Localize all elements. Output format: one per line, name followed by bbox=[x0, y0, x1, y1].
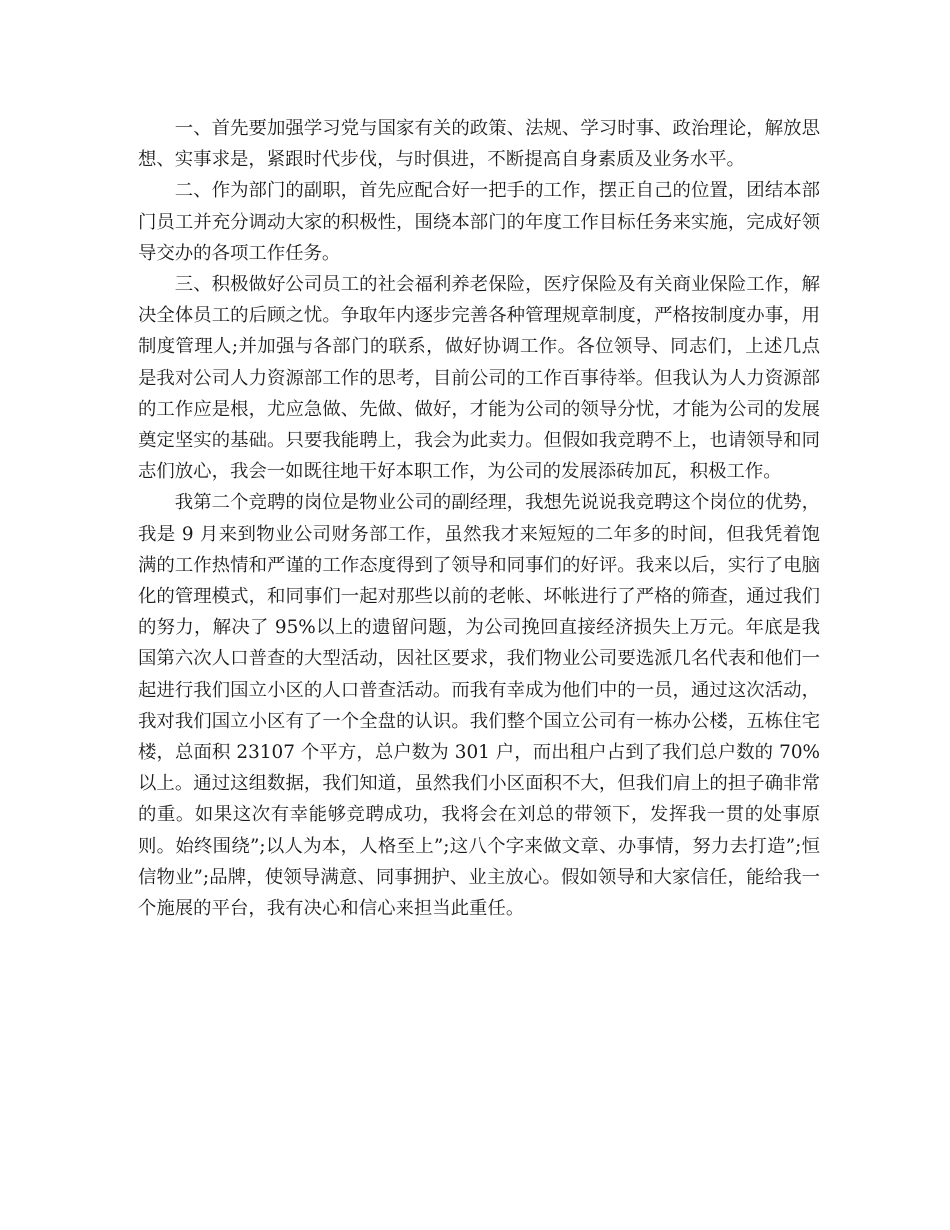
paragraph-3: 三、积极做好公司员工的社会福利养老保险，医疗保险及有关商业保险工作，解决全体员工的后顾之忧。争取年内逐步完善各种管理规章制度，严格按制度办事，用制度管理人;并加强与各部门的联系，做好协调工作。各位领导、同志们，上述几点是我对公司人力资源部工作的思考，目前公司的工作百事待举。但我认为人力资源部的工作应是根，尤应急做、先做、做好，才能为公司的领导分忧，才能为公司的发展奠定坚实的基础。只要我能聘上，我会为此卖力。但假如我竞聘不上，也请领导和同志们放心，我会一如既往地干好本职工作，为公司的发展添砖加瓦，积极工作。 bbox=[138, 274, 820, 483]
paragraph-4: 我第二个竞聘的岗位是物业公司的副经理，我想先说说我竞聘这个岗位的优势，我是 9 月来到物业公司财务部工作，虽然我才来短短的二年多的时间，但我凭着饱满的工作热情和严谨的工作态度得到了领导和同事们的好评。我来以后，实行了电脑化的管理模式，和同事们一起对那些以前的老帐、坏帐进行了严格的筛查，通过我们的努力，解决了 95%以上的遗留问题，为公司挽回直接经济损失上万元。年底是我国第六次人口普查的大型活动，因社区要求，我们物业公司要选派几名代表和他们一起进行我们国立小区的人口普查活动。而我有幸成为他们中的一员，通过这次活动，我对我们国立小区有了一个全盘的认识。我们整个国立公司有一栋办公楼，五栋住宅楼，总面积 23107 个平方，总户数为 301 户，而出租户占到了我们总户数的 70%以上。通过这组数据，我们知道，虽然我们小区面积不大，但我们肩上的担子确非常的重。如果这次有幸能够竞聘成功，我将会在刘总的带领下，发挥我一贯的处事原则。始终围绕”;以人为本，人格至上”;这八个字来做文章、办事情，努力去打造”;恒信物业”;品牌，使领导满意、同事拥护、业主放心。假如领导和大家信任，能给我一个施展的平台，我有决心和信心来担当此重任。 bbox=[138, 492, 820, 920]
document-page bbox=[138, 113, 820, 924]
paragraph-2: 二、作为部门的副职，首先应配合好一把手的工作，摆正自己的位置，团结本部门员工并充分调动大家的积极性，围绕本部门的年度工作目标任务来实施，完成好领导交办的各项工作任务。 bbox=[138, 180, 820, 264]
paragraph-1: 一、首先要加强学习党与国家有关的政策、法规、学习时事、政治理论，解放思想、实事求是，紧跟时代步伐，与时俱进，不断提高自身素质及业务水平。 bbox=[138, 118, 820, 171]
